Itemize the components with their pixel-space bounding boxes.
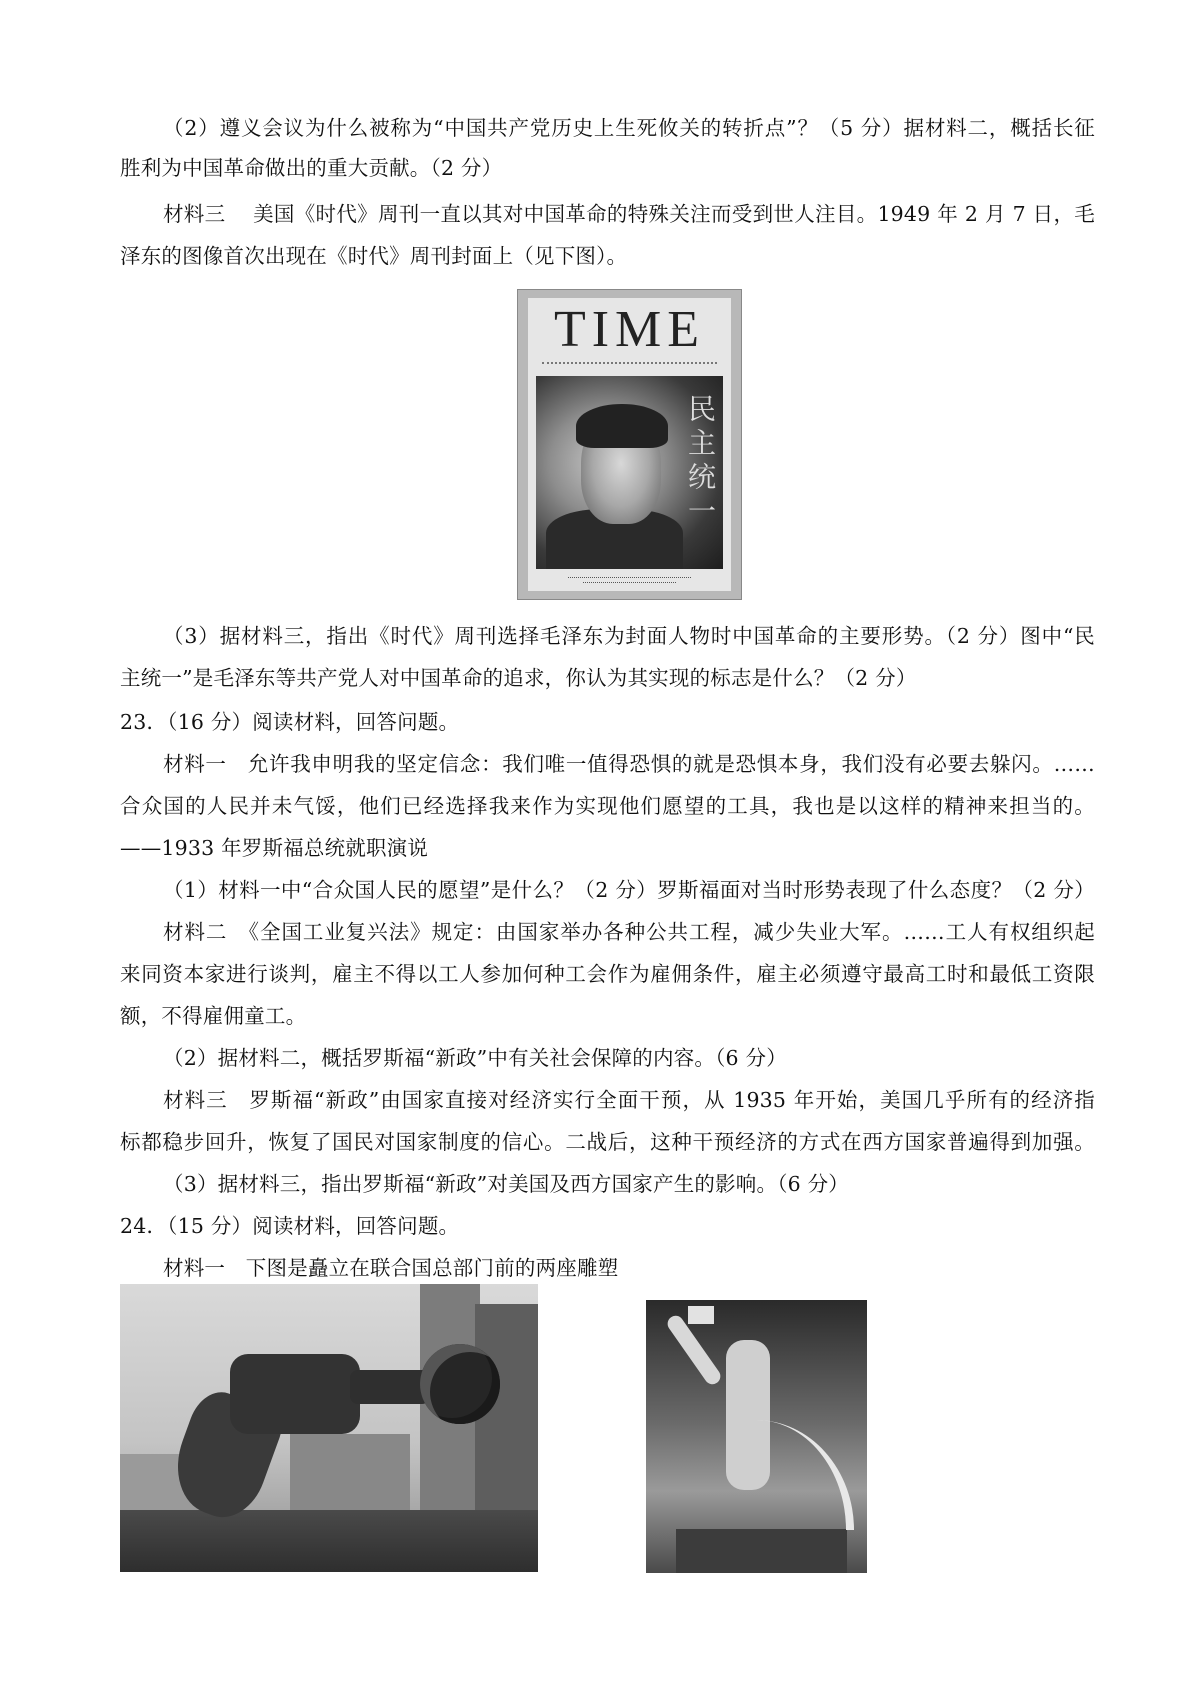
q24-material-1-line: 材料一 下图是矗立在联合国总部门前的两座雕塑 — [163, 1256, 619, 1280]
q23-question-3: （3）据材料三，指出罗斯福“新政”对美国及西方国家产生的影响。（6 分） — [163, 1172, 850, 1196]
knotted-gun-sculpture-image — [120, 1284, 538, 1572]
q23-question-1: （1）材料一中“合众国人民的愿望”是什么？（2 分）罗斯福面对当时形势表现了什么态度？（2 分） — [163, 878, 1095, 902]
cover-slogan: 民主统一 — [684, 394, 717, 530]
portrait — [536, 376, 723, 569]
q23-material-2-line-2: 来同资本家进行谈判，雇主不得以工人参加何种工会作为雇佣条件，雇主必须遵守最高工时和最低工资限 — [120, 962, 1095, 986]
question-2-line-2: 胜利为中国革命做出的重大贡献。（2 分） — [120, 156, 503, 180]
swords-into-plowshares-sculpture-image — [646, 1300, 867, 1573]
question-2-line-1: （2）遵义会议为什么被称为“中国共产党历史上生死攸关的转折点”？（5 分）据材料二，概括长征 — [163, 116, 1095, 140]
time-masthead: TIME — [553, 301, 706, 358]
q23-question-2: （2）据材料二，概括罗斯福“新政”中有关社会保障的内容。（6 分） — [163, 1046, 787, 1070]
question-24-heading: 24．（15 分）阅读材料，回答问题。 — [120, 1214, 460, 1238]
q23-material-1-source: ——1933 年罗斯福总统就职演说 — [120, 836, 429, 860]
question-3-line-1: （3）据材料三，指出《时代》周刊选择毛泽东为封面人物时中国革命的主要形势。（2 分）图中“民 — [163, 624, 1095, 648]
q23-material-1-line-1: 材料一 允许我申明我的坚定信念：我们唯一值得恐惧的就是恐惧本身，我们没有必要去躲闪。…… — [163, 752, 1095, 776]
q23-material-1-line-2: 合众国的人民并未气馁，他们已经选择我来作为实现他们愿望的工具，我也是以这样的精神来担当的。 — [120, 794, 1095, 818]
q23-material-3-line-2: 标都稳步回升，恢复了国民对国家制度的信心。二战后，这种干预经济的方式在西方国家普遍得到加强。 — [120, 1130, 1095, 1154]
q23-material-2-line-1: 材料二 《全国工业复兴法》规定：由国家举办各种公共工程，减少失业大军。……工人有权组织起 — [163, 920, 1095, 944]
material-3-line-1: 材料三 美国《时代》周刊一直以其对中国革命的特殊关注而受到世人注目。1949 年 2 月 7 日，毛 — [163, 202, 1095, 226]
material-3-line-2: 泽东的图像首次出现在《时代》周刊封面上（见下图）。 — [120, 244, 628, 268]
q23-material-2-line-3: 额，不得雇佣童工。 — [120, 1004, 307, 1028]
q23-material-3-line-1: 材料三 罗斯福“新政”由国家直接对经济实行全面干预，从 1935 年开始，美国几乎所有的经济指 — [163, 1088, 1095, 1112]
time-magazine-cover-image — [517, 289, 742, 600]
question-23-heading: 23．（16 分）阅读材料，回答问题。 — [120, 710, 460, 734]
question-3-line-2: 主统一”是毛泽东等共产党人对中国革命的追求，你认为其实现的标志是什么？（2 分） — [120, 666, 917, 690]
